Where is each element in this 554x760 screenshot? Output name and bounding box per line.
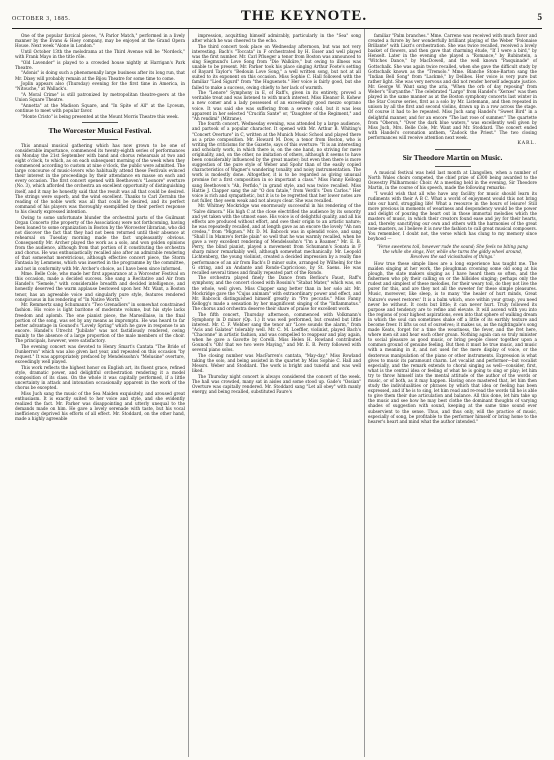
paragraph: "Old Lavender" is played to a crowded house nightly at Harrigan's Park Theatre. [15, 59, 185, 70]
paragraph: A musical festival was held last month at Llangollen, when a number of North Wales choirs competed, the chief prize of £300 being awarded to the Oswestry Philharmonic Choir. At a meeting held in the evening, Sir Theodore Martin, in the course of his speech, made the following remarks: [368, 169, 537, 190]
paragraph: The fourth concert, Wednesday evening, was attended by a large audience, and partook of a popular character. It opened with Mr. Arthur B. Whiting's "Concert Overture" in C, written at the Munich Music School and played there as a prize composition. Mr. Howard M. Dow, a tenor from Boston, who is writing the criticisms for the Gazette, says of this overture: "It is an interesting and scholarly work, in which there is, on the one hand, no striving for mere originality, and, on the other, no imitation of others, although it seems to have been considerably influenced by the great master; but even then there is more suggestion of the pure style of Weber and Spohr than of the easily copied characteristics of Wagner's wandering tonality and noisy instrumentation. The work is modestly done. Altogether, it is to be regarded as giving unusual promise for a first composition in so important a class." Miss Fanny Kellogg sang Beethoven's "Ah, Perfido," in grand style, and was twice recalled. Miss Hattie J. Clapper sang the air "O don fatale," from Verdi's "Don Carlos." Her voice is rich and sympathetic, but it is to be regretted that her lower notes are not fuller, they seem weak and not always clear. She was recalled. [192, 121, 361, 203]
column-1 [12, 29, 188, 757]
paragraph: impression, acquitting himself admirably, particularly in the "Sea" song after which he was cheered to the echo. [192, 33, 361, 44]
paragraph: How true these simple lines are a long experience has taught me. The maiden singing at her work, the ploughman crooning some old song at his plough, the slate makers singing as I have heard them so often, and the fishermen who ply their calling on or the hillsides singing; perhaps only the rudest and simplest of these melodies, for their weary toil, do they not live the purer for this, and are they not all the sweeter for these simple pleasures. Music, moreover, like sleep, is to many 'the healer of hurt minds, Great Nature's sweet restorer.' It is a balm which, once within your grasp, you need never be without. It costs but little; it can never hurt. Truly followed its purpose and tendency are to refine and elevate. It will ascend with you into the regions of your highest aspirations, even into that sphere of walking dream in which the soul can sometimes shake off a little of its earthly texture and become freer. It lifts us out of ourselves; it makes us, as the nightingale's song made Keats, forget for a time the weariness, the fever, and the fret here, where men sit and hear each other groan. Nothing again can so truly minister to social pleasure as good music, or bring people closer together upon a common ground of genuine feeling. But then it must be true music, and music with a meaning in it, and not used for the mere display of voice, or the dexterous manipulation of the piano or other instruments. Expression is what gives to music its paramount charm. Let vocalist and performer—but vocalist especially, and the remark extends to choral singing as well—consider, first, what is the central idea or feeling of what he is going to sing or play; let him try to throw himself into the mental attitude of the author of the words or music, or of both, as it may happen. Having once mastered that, let him then study the individualities or phrases by which that idea or feeling has been expressed, and if he is to sing, let him read and re-read the words till he is able to give them their due articulation and balance. All this done, let him take up the music and see how he may best clothe the dominant thoughts of varying shades of suggestion with sound, keeping at the same time sound ever subservient to the sense. Thus, and thus only, will the practice of music, especially of song, be profitable to the performer himself or bring home to the hearer's heart and mind what the author intended." [368, 260, 537, 424]
paragraph: "Annetta" at the Madison Square, and "In Spite of All" at the Lyceum, continue to meet with popular favor. [15, 102, 185, 113]
column-3 [364, 29, 540, 757]
masthead-title: THE KEYNOTE. [240, 8, 368, 24]
paragraph: The "Lenore" Symphony in E, of Raff's, given in its entirety, proved a veritable treat and was listened to with much interest. Miss Eleanor B. Kohew a new comer and a lady possessed of an exceedingly good mezzo soprano voice. It was said she was suffering from a severe cold, but it was less apparent in her selected "Crucifix Sante" or, "Daughter of the Regiment," and "Ah rendimi" (Mitrane). [192, 90, 361, 121]
paragraph: Until October 13th the melodrama at the Third Avenue will be "Nordeck," with Frank Mayo in the title rôle. [15, 48, 185, 59]
paragraph: Mr. Whitney Mockridge was enormously successful in his rendering of the "Salve dimora." His high C at the close electrified the audience by its sonority and yet taken with the utmost ease. His voice is of delightful quality, and all his effects are produced without effort, and owe their origin to an artistic nature; he was repeatedly recalled, and at length gave as an encore the lovely "Ah non credea," from "Mignon." Mr. D. M. Babcock was in splendid voice, and sang "Shall I in Mamre's fertile plain" so well that he was warmly recalled, when he gave a very excellent rendering of Mendelssohn's "I'm a Roamer." Mr. E. B. Perry, the blind pianist, played a movement from Schumann's Sonata in F sharp minor remarkably well, although somewhat mechanically. Mr. Leopold Lichtenberg, the young violinist, created a decided impression by a really fine performance of an air from Bach's D minor suite, arranged by Wilhelmj for the G string, and an Andante and Rondo-Capriccioso, by St. Saens. He was recalled several times and finally repeated part of the Rondo. [192, 203, 361, 275]
paragraph: The third concert took place on Wednesday afternoon, but was not very interesting. Bach's "Toccata" in F orchestrated by H. Esser and well played was the first number. Mr. Carl Pflueger a tenor from Boston was announced to sing Siegmund's Love Song from "Die Walküre," but owing to illness was unable to be present. Mr. Parker took his place singing Arthur Foote's setting of Bayard Taylor's "Bedouin Love Song," a well written song, but not at all suited to its exponent on this occasion. Miss Sophie C. Hall followed with the familiar "Lied Sigurd" from "the Huguenots." Her voice is fairly good, but she failed to make a success, owing chiefly to her lack of warmth. [192, 43, 361, 90]
author-signature: KARL. [517, 140, 537, 146]
paragraph: This annual musical gathering which has now grown to be one of considerable importance, commenced its twenty-eighth series of performances on Monday the 21st September with band and chorus rehearsals at two and eight o'clock, to which, as on each subsequent morning of the week when they commenced according to custom at nine o'clock, the public were admitted. The large concourse of music-lovers who habitually attend these Festivals evinced their interest in the proceedings by their attendance en masse on each and every occasion. The first concert opened with Beethoven's "Leonore" overture (No. 3), which afforded the orchestra an excellent opportunity of distinguishing itself, and it may be honestly said that the result was all that could be desired. The strings were superb, and the wind excellent. Thanks to Carl Zerrahn the reading of the noble work was all that could be desired, and its perfect command of his players was thoroughly exemplified by their perfect response to his clearly expressed intention. [15, 142, 185, 214]
column-2 [188, 29, 364, 757]
paragraph: Owing to some unfortunate blunder the orchestral parts of the Guilmant Organ Concerto (the property of the Association) were not forthcoming, having been loaned to some organization in Boston by the Worcester librarian, who did not discover the fact that they had not been returned until their absence at rehearsal on Tuesday morning made the fact unpleasantly obvious. Consequently Mr. Archer played the work as a solo, and won golden opinions from the audience, although from that portion of it constituting the orchestra and chorus. He was enthusiastically recalled also after an admirable rendering of that somewhat meretricious, although effective concert piece, the Storm Fantasia by Lemmens, which was inserted in the programme by the committee, and not in conformity with Mr. Archer's choice, as I have been since informed. [15, 214, 186, 271]
paragraph: The Thursday night concert is always considered the concert of the week. The hall was crowded, many sat in aisles and some stood up. Gade's "Ossian" Overture was capitally rendered. Mr. Stoddard sang "Let all obey" with manly energy, and being recalled, substituted Faure's [192, 373, 361, 395]
section-title-worcester-festival: The Worcester Musical Festival. [48, 125, 152, 135]
page-header [12, 8, 542, 26]
paragraph: "Monte Cristo" is being presented at the Mount Morris Theatre this week. [21, 113, 179, 119]
paragraph: "Adonis" is doing such a phenomenally large business after its long run, that Mr. Dixey will probably remain at the Bijou Theatre for some time to come. [15, 70, 185, 81]
quoted-verse: 'Verse sweetens toil, however rude the sound; She feels no biting pang the while she sings, Nor, while she turns the giddy wheel around, Revolves the sad vicissitudes of things.' [377, 243, 528, 259]
paragraph: Joplin appears also (Thursday) evening for the first time in America, in "Nitouche," at Wallack's. [15, 81, 185, 92]
paragraph: The fifth concert, Thursday afternoon, commenced with Volkmann's Symphony in D minor (Op. 1.) It was well performed, but created but little interest. Mr. C. F. Webber sang the tenor air "Love sounds the alarm," from "Acis and Galatea" tolerably well. Mr. C. M. Loeffler, violinist, played Bach's "Chaconne" in artistic fashion, and was compelled to reappear and play again, when he gave a Gavotte by Corelli. Miss Helen H. Rowland contributed Gounod's "Oh! that we two were Maying," and Mr. E. B. Perry followed with several piano solos. [192, 311, 361, 353]
issue-date: OCTOBER 3, 1885. [12, 16, 71, 22]
section-title-sir-theodore-martin: Sir Theodore Martin on Music. [402, 152, 503, 162]
columns [12, 29, 542, 757]
paragraph: familiar "Palm branches." Mme. Carreno was received with much favor and created a furore by her wonderfully brilliant playing of the Weber "Polonaise Brillante" with Liszt's orchestration. She was twice recalled, received a lovely basket of flowers, and then gave that charming étude, "If I were a bird," by Henselt. Later in the evening she played a "Romance," by Rubinstein, a "Witches Dance," by MacDowell, and the well known "Pasquinade" of Gottschalk. She was again twice recalled, when she gave the difficult study by Gottschalk known as the "Tremolo." Mme. Blanche Stone-Barton sang the "Indian Bell Song" from "Lackmé," by Delibes. Her voice is very pure but rather light. She was very nervous and did not render herself adequate justice. Mr. George W. Want sang the aria, "When the orb of day reposing" from Weber's "Euryanthe." The celebrated "Largo" from Handel's "Xerxes" was then played in the same manner as at the Boston symphony concerts last winter in the Star Course series, first as a solo by Mr. Listemann, and then repeated in unison by all the first and second violins, drawn up in a row across the stage. Of course it had to be repeated. Miss Juch sang Handel's "Sweet Bird" in a delightful manner, and for an encore "The last rose of summer." The quartette from "Oberon," "Over the dark blue waters," was excellently well given by Miss Juch, Mrs. Belle Cole, Mr. Want and Mr. Stoddard. The concert ended with Handel's coronation anthem, "Zadock the Priest." The two closing performances will receive attention next week. [368, 33, 537, 140]
paragraph: The orchestra played finely the Dance from Berlioz's Faust, Raff's symphony, and the concert closed with Rossini's "Stabat Mater," which was, on the whole, well given. Miss Clapper sang better than in her solo air. Mr. Mockridge gave the "Cujus animam" with extraordinary power and effect, and Mr. Babcock distinguished himself greatly in "Pro peccatis." Miss Fanny Kellogg's made a sensation by her magnificent singing of the "Inflammatus." The chorus and orchestra deserve their share of praise for excellent work. [192, 275, 361, 311]
paragraph: "A Moral Crime" is still patronized by metropolitan theatre-goers at the Union Square Theatre. [15, 92, 185, 103]
section-divider [82, 122, 118, 123]
paragraph: Mr. Remmertz sang Schumann's "Two Grenadiers" in somewhat constrained fashion. His voice is light baritone of moderate volume, but his style lacks freedom and aplomb. The one pianist piece, the Marseillaise, in the final portion of the song, was set by any means as impromptu. He was heard to far better advantage in Gounod's "Lovely Spring" which he gave in response to an encore. Handel's Utrecht "Jubilate" was not fastidiously rendered, owing mainly to the absence of a large proportion of the male members of the choir. The principals, however, were satisfactory. [15, 302, 185, 343]
page-number: 5 [537, 12, 542, 22]
paragraph: "I would wish that all who have any facility for music should learn its rudiments with their A B C. What a world of enjoyment would this not bring into our hard, struggling life! What a resource in the hours of leisure! Still more precious in moments of weariness and despondency would be the power and delight of pouring the heart out in those immortal melodies which the masters of music, in which their creators found ease and joy for their hearts, and, thereby sanctifying our own and others with the harmonies of the great tone-masters, as I believe it is now the fashion to call great musical composers. You remember, I doubt not, the verse which has clung to my memory since boyhood — [368, 190, 537, 242]
paragraph: The evening concert was devoted to Henry Smart's Cantata "The Bride of Dunkerron" which was also given last year, and repeated on this occasion "by request." It was appropriately prefaced by Mendelssohn's "Melusine" overture, exceedingly well played. [15, 343, 185, 364]
section-divider [82, 139, 118, 140]
section-divider [435, 149, 471, 150]
paragraph: Mme. Belle Cole, who made her first appearance at a Worcester Festival on this occasion, made a decided success. She sang a Recitative and Air from Handel's "Semele," with considerable breadth and decided intelligence, and honestly deserved the warm applause bestowed upon her. Mr. Want, a Boston tenor, has an agreeable voice and singularly pure style, features rendered conspicuous in his rendering of "In Native Worth." [15, 271, 185, 302]
paragraph: One of the popular farcical pieces, "A Parlor Match," performed in a lively manner by the Evans & Hoey company, may be enjoyed at the Grand Opera House. Next week "Alone in London." [15, 33, 185, 49]
section-divider [435, 166, 471, 167]
paragraph: Miss Juch sang the music of the Sea Maiden exquisitely, and aroused great enthusiasm. It is exactly suited to her voice and style, and she evidently realized the fact. Mr. Parker was disappointing and utterly unequal to the demands made on him. He gave a lovely serenade with taste, but his vocal inefficiency deprived his efforts of all effect. Mr. Stoddard, on the other hand, made a highly agreeable [15, 390, 185, 422]
paragraph: This work reflects the highest honor on English art, its fluent grace, refined style, dramatic power, and delightful orchestration rendering it a model composition of its class. On the whole it was capitally performed, if a little uncertainty in attack and intonation occasionally apparent in the work of the chorus be excepted. [15, 364, 185, 391]
paragraph: The closing number was MacFarren's cantata, "May-day," Miss Rowland taking the solo, and being assisted in the quartet by Miss Sophie C. Hall and Messrs. Weber and Stoddard. The work is bright and tuneful and was well liked. [192, 352, 361, 374]
